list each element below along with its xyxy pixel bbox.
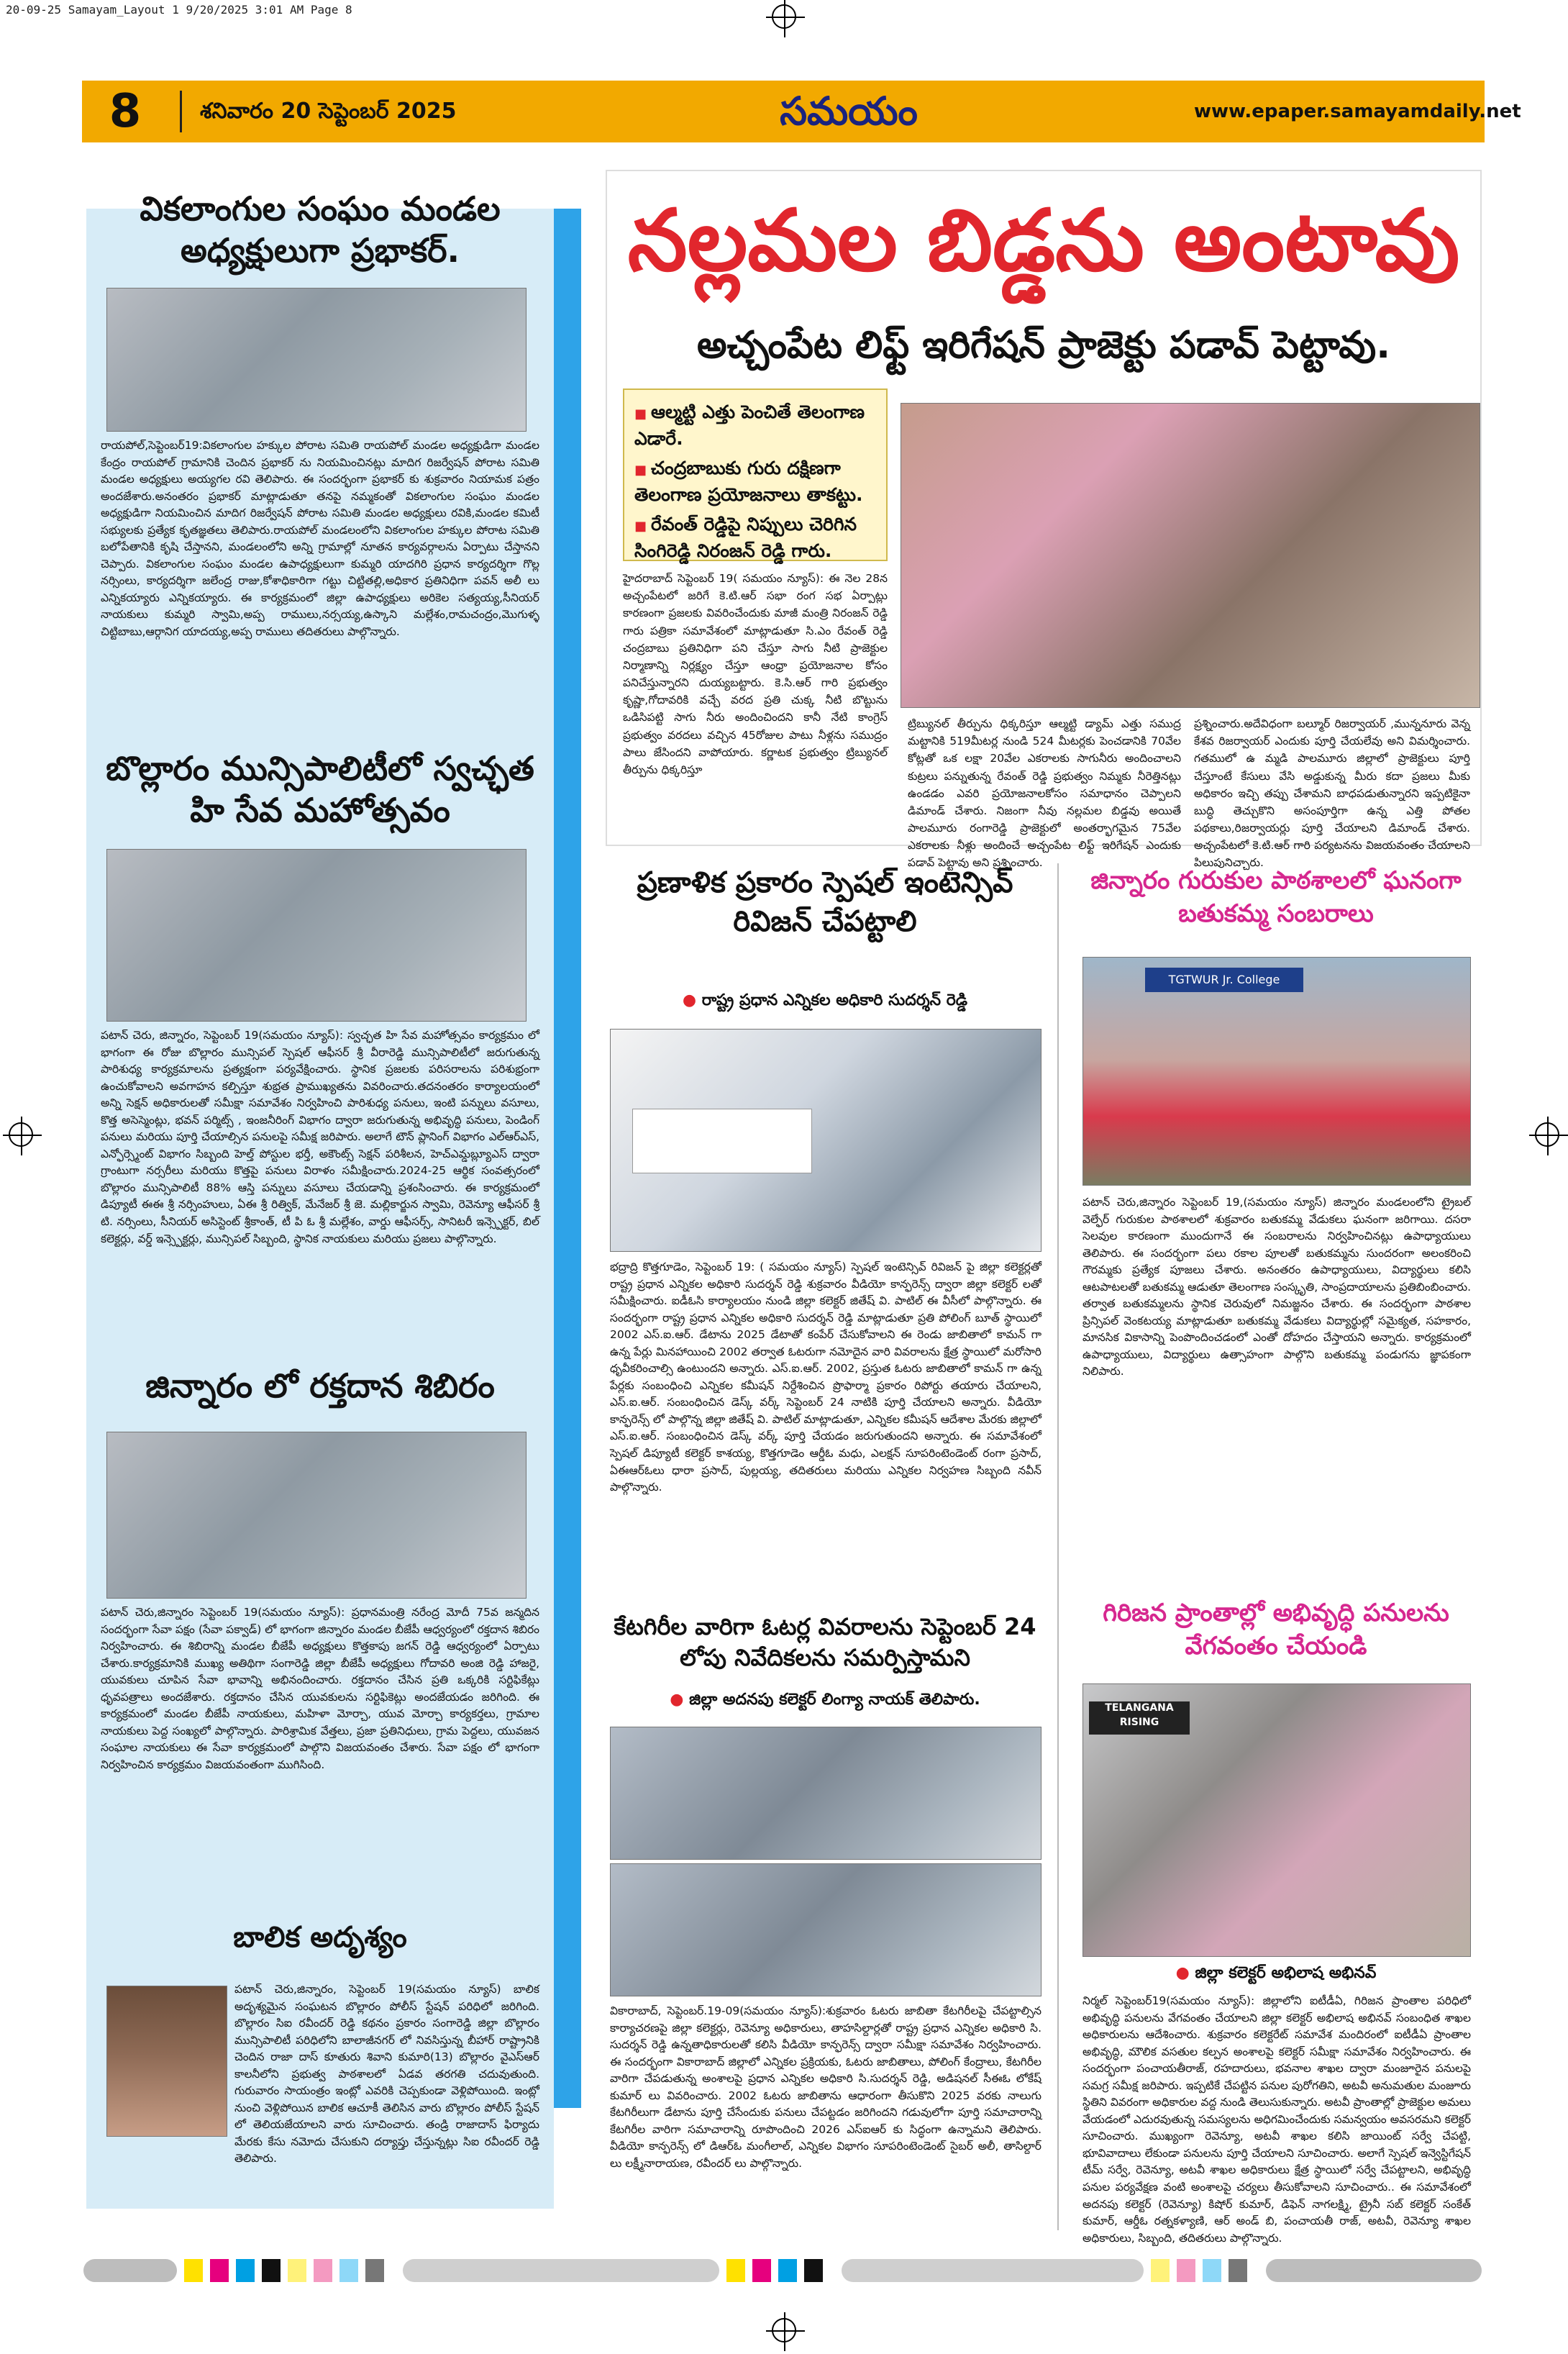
print-color-patch-light-yellow	[1151, 2259, 1170, 2282]
article-headline: జిన్నారం గురుకుల పాఠశాలలో ఘనంగా బతుకమ్మ సంబరాలు	[1090, 866, 1462, 928]
print-color-patch-gray	[365, 2259, 384, 2282]
print-slug: 20-09-25 Samayam_Layout 1 9/20/2025 3:01 AM Page 8	[6, 3, 352, 17]
article-body: పటాన్ చెరు, జిన్నారం, సెప్టెంబర్ 19(సమయం న్యూస్): స్వచ్ఛత హి సేవ మహోత్సవం కార్యక్రమం లో భాగంగా ఈ రోజు బొల్లారం మున్సిపల్ స్పెషల్ ఆఫీసర్ శ్రీ వీరారెడ్డి మున్సిపాలిటీలో జరుగుతున్న పారిశుధ్య కార్యక్రమాలను ప్రత్యక్షంగా పర్యవేక్షించారు. స్థానిక ప్రజలకు పరిసరాలను పరిశుభ్రంగా ఉంచుకోవాలని అవగాహన కల్పిస్తూ శుభ్రత ప్రాముఖ్యతను వివరించారు.తదనంతరం కార్యాలయంలో అన్ని సెక్షన్ అధికారులతో సమీక్షా సమావేశం నిర్వహించి పారిశుధ్య పనులు, ఇంటి పన్నులు వసూలు, కొత్త అసెస్మెంట్లు, భవన్ పర్మిట్స్ , ఇంజనీరింగ్ విభాగం ద్వారా జరుగుతున్న అభివృద్ధి పనులు, పెండింగ్ పనులు మరియు పూర్తి చేయాల్సిన పనులపై సమీక్ష జరిపారు. అలాగే టౌన్ ప్లానింగ్ విభాగం ఎల్ఆర్ఎస్, ఎన్ఫోర్స్మెంట్ విభాగం సిబ్బంది హెల్త్ పోస్టుల భర్తీ, అకౌంట్స్ సెక్షన్ పరిశీలన, హెచ్ఎమ్డబ్ల్యూఎస్ ద్వారా గ్రాంటుగా నర్సరీలు మరియు కొత్తపై పనులు విరాళం సమీక్షించారు.2024-25 ఆర్థిక సంవత్సరంలో బొల్లారం మున్సిపాలిటీ 88% ఆస్తి పన్నులు వసూలు చేయడాన్ని ప్రశంసించారు. ఈ కార్యక్రమంలో డిప్యూటీ ఈఈ శ్రీ నర్సింహులు, ఏఈ శ్రీ రిత్విక్, మేనేజర్ శ్రీ జె. మల్లికార్జున స్వామి, రెవెన్యూ ఆఫీసర్ శ్రీ టి. నర్సింలు, సీనియర్ అసిస్టెంట్ శ్రీకాంత్, టీ పి ఓ శ్రీ మల్లేశం, వార్డు ఆఫీసర్స్, సానిటరీ ఇన్స్పెక్టర్, బిల్ కలెక్టర్లు, వర్డ్ ఇన్స్పెక్టర్లు, మున్సిపల్ సిబ్బంది, స్థానిక నాయకులు మరియు ప్రజలు పాల్గొన్నారు.	[101, 1029, 539, 1245]
article-byline-text: జిల్లా కలెక్టర్ అభిలాష అభినవ్	[1195, 1964, 1377, 1982]
print-color-bar-gray-wide	[403, 2259, 719, 2282]
print-color-patch-black	[262, 2259, 281, 2282]
top-story-subheadline: అచ్చంపేట లిఫ్ట్ ఇరిగేషన్ ప్రాజెక్టు పడావ్ పెట్టావు.	[697, 324, 1390, 367]
print-color-bar-gray	[83, 2259, 177, 2282]
left-column-accent-bar	[554, 209, 581, 2108]
website-link[interactable]: www.epaper.samayamdaily.net	[1194, 101, 1521, 122]
print-color-patch-light-cyan	[339, 2259, 358, 2282]
top-story-column-1: హైదరాబాద్ సెప్టెంబర్ 19( సమయం న్యూస్): ఈ నెల 28న అచ్చంపేటలో జరిగే కె.టి.ఆర్ సభా రంగ సభ ఏర్పాట్లు కారణంగా ప్రజలకు వివరించేందుకు మాజీ మంత్రి నిరంజన్ రెడ్డి గారు పత్రికా సమావేశంలో మాట్లాడుతూ సి.ఎం రేవంత్ రెడ్డి చంద్రబాబు ప్రతినిధిగా పని చేస్తూ సాగు నీటి ప్రాజెక్టుల నిర్మాణాన్ని నిర్లక్ష్యం చేస్తూ ఆంధ్రా ప్రయోజనాల కోసం పనిచేస్తున్నారని దుయ్యబట్టారు. కె.సి.ఆర్ గారి ప్రభుత్వం కృష్ణా,గోదావరికి వచ్చే వరద ప్రతి చుక్క నీటి బొట్టును ఒడిసిపట్టి సాగు నీరు అందించిందని కానీ నేటి కాంగ్రెస్ ప్రభుత్వం వరదలు వచ్చిన 45రోజుల పాటు నీళ్లను సముద్రం పాలు జేసిందని వాపోయారు. కర్ణాటక ప్రభుత్వం ట్రిబ్యునల్ తీర్పును ధిక్కరిస్తూ	[623, 572, 888, 776]
collector-review-meeting-photo	[1082, 1683, 1471, 1957]
officials-meeting-photo	[610, 1863, 1041, 1996]
print-color-patch-yellow	[726, 2259, 745, 2282]
article-headline: గిరిజన ప్రాంతాల్లో అభివృద్ధి పనులను వేగవంతం చేయండి	[1103, 1599, 1449, 1660]
telangana-rising-backdrop: TELANGANA RISING	[1089, 1701, 1190, 1735]
registration-mark-top	[772, 4, 796, 29]
registration-mark-left	[9, 1122, 33, 1147]
article-headline: బాలిక అదృశ్యం	[233, 1921, 407, 1954]
bathukamma-celebration-photo	[1082, 957, 1471, 1186]
college-sign: TGTWUR Jr. College	[1145, 968, 1303, 992]
article-body: రాయపోల్,సెప్టెంబర్19:వికలాంగుల హక్కుల పోరాట సమితి రాయపోల్ మండల అధ్యక్షుడిగా మండల కేంద్రం రాయపోల్ గ్రామానికి చెందిన ప్రభాకర్ ను నియమించినట్లు మాదిగ రిజర్వేషన్ పోరాట సమితి మండల అధ్యక్షులు అయ్యగల రవి తెలిపారు. ఈ సందర్భంగా ప్రభాకర్ కు శుక్రవారం నియామక పత్రం అందజేశారు.అనంతరం ప్రభాకర్ మాట్లాడుతూ తనపై నమ్మకంతో వికలాంగుల సంఘం మండల అధ్యక్షుడిగా నియమించిన మాదిగ రిజర్వేషన్ పోరాట సమితి మండల అధ్యక్షులు రవికి,మండల కమిటీ సభ్యులకు ప్రత్యేక కృతజ్ఞతలు తెలిపారు.రాయపోల్ మండలంలోని వికలాంగుల హక్కుల పోరాట సమితి బలోపేతానికి కృషి చేస్తానని, మండలంలోని అన్ని గ్రామాల్లో నూతన కార్యవర్గాలను ఏర్పాటు చేస్తానని చెప్పారు. వికలాంగుల సంఘం మండల ఉపాధ్యక్షులుగా కుమ్మరి యాదగిరి ప్రధాన కార్యదర్శిగా గొల్ల నర్సింలు, కార్యదర్శిగా జలేంద్ర రాజు,కోశాధికారిగా గట్టు చిట్టితల్లి,అధికార ప్రతినిధిగా పవన్ అలీ లు ఎన్నికయ్యారు ఎన్నికయ్యారు. ఈ కార్యక్రమంలో జిల్లా ఉపాధ్యక్షులు అరికెల సత్యయ్య,సీనియర్ నాయకులు కుమ్మరి స్వామి,అప్ప రాములు,నర్సయ్య,ఉస్కాని మల్లేశం,రామచంద్రం,మొగుళ్ళ చిట్టిబాబు,ఆర్గానిగ యాదయ్య,అప్ప రాములు తదితరులు పాల్గొన్నారు.	[101, 439, 539, 639]
registration-mark-bottom	[772, 2318, 796, 2342]
article-headline: కేటగిరీల వారిగా ఓటర్ల వివరాలను సెప్టెంబర్ 24 లోపు నివేదికలను సమర్పిస్తామని	[614, 1613, 1036, 1672]
article-body: పటాన్ చెరు,జిన్నారం సెప్టెంబర్ 19(సమయం న్యూస్): ప్రధానమంత్రి నరేంద్ర మోదీ 75వ జన్మదిన సందర్భంగా సేవా పక్షం (సేవా పక్వాడ్) లో భాగంగా జిన్నారం మండల బీజేపీ ఆధ్వర్యంలో రక్తదాన శిబిరం నిర్వహించారు. ఈ శిబిరాన్ని మండల బీజేపీ అధ్యక్షులు కొత్తకాపు జగన్ రెడ్డి ఆధ్వర్యంలో ఏర్పాటు చేశారు.కార్యక్రమానికి ముఖ్య అతిథిగా సంగారెడ్డి జిల్లా బీజేపీ అధ్యక్షులు గోదావరి అంజి రెడ్డి హాజరై, యువకులు చూపిన సేవా భావాన్ని అభినందించారు. రక్తదానం చేసిన ప్రతి ఒక్కరికి సర్టిఫికేట్లు ధృవపత్రాలు అందజేశారు. రక్తదానం చేసిన యువకులను సర్టిఫికెట్లు అందజేయడం జరిగింది. ఈ కార్యక్రమంలో మండల బీజేపీ నాయకులు, మహిళా మోర్చా, యువ మోర్చా కార్యకర్తలు, గ్రామాల నాయకులు పెద్ద సంఖ్యలో పాల్గొన్నారు. పారిశ్రామిక వేత్తలు, ప్రజా ప్రతినిధులు, గ్రామ పెద్దలు, యువజన సంఘాల నాయకులు ఈ సేవా కార్యక్రమంలో పాల్గొని విజయవంతం చేశారు. సేవా పక్షం లో భాగంగా నిర్వహించిన కార్యక్రమం విజయవంతంగా ముగిసింది.	[101, 1606, 539, 1771]
print-color-patch-cyan	[236, 2259, 255, 2282]
top-story-column-3: ప్రశ్నించారు.అదేవిధంగా బల్మూర్ రిజర్వాయర్ ,మున్ననూరు వెన్న కేశవ రిజర్వాయర్ ఎందుకు పూర్తి చేయలేవు అని విమర్శించారు. గతములో ఉ మ్మడి పాలమూరు జిల్లాలో ప్రాజెక్టులు పూర్తి చేస్తూంటే కేసులు వేసి అడ్డుకున్న మీరు కదా ప్రజలు మీకు అధికారం ఇచ్చి తప్పు చేశామని బాధపడుతున్నారని ఇప్పటికైనా బుద్ధి తెచ్చుకొని అసంపూర్తిగా ఉన్న ఎత్తి పోతల పథకాలు,రిజర్వాయర్లు పూర్తి చేయాలని డిమాండ్ చేశారు. అచ్చంపేటలో కె.టి.ఆర్ గారి పర్యటనను విజయవంతం చేయాలని పిలుపునిచ్చారు.	[1194, 717, 1470, 870]
print-color-bar-gray	[1266, 2259, 1482, 2282]
missing-girl-photo	[106, 1986, 227, 2137]
article-headline: జిన్నారం లో రక్తదాన శిబిరం	[145, 1366, 495, 1405]
article-body-upper: పటాన్ చెరు,జిన్నారం, సెప్టెంబర్ 19(సమయం న్యూస్) బాలిక అదృశ్యమైన సంఘటన బొల్లారం పోలీస్ స్టేషన్ పరిధిలో జరిగింది. బొల్లారం సిఐ రవీందర్ రెడ్డి కథనం ప్రకారం సంగారెడ్డి జిల్లా బొల్లారం మున్సిపాలిటీ పరిధిలోని బాలాజీనగర్ లో నివసిస్తున్న బీహార్ రాష్ట్రానికి చెందిన రాజా దాస్ కూతురు శివాని కుమారి(13) బొల్లారం వైఎస్ఆర్ కాలనీలోని ప్రభుత్వ పాఠశాలలో ఏడవ తరగతి చదువుతుంది. గురువారం సాయంత్రం ఇంట్లో ఎవరికి చెప్పకుండా వెళ్లిపోయింది. ఇంట్లో నుంచి వెళ్లిపోయిన బాలిక ఆచూకీ తెలిసిన వారు బొల్లారం పోలీస్ స్టేషన్ లో తెలియజేయాలని వారు సూచించారు. తండ్రి రాజాదాస్ ఫిర్యాదు మేరకు కేసు నమోదు చేసుకుని దర్యాప్తు చేస్తున్నట్లు సిఐ రవీందర్ రెడ్డి తెలిపారు.	[234, 1983, 539, 2166]
highlight-quotes-box	[623, 388, 888, 561]
quote-item: ■ చంద్రబాబుకు గురు దక్షిణగా తెలంగాణ ప్రయోజనాలు తాకట్టు.	[634, 455, 876, 508]
print-color-patch-gray	[1229, 2259, 1247, 2282]
article-body: వికారాబాద్, సెప్టెంబర్.19-09(సమయం న్యూస్):శుక్రవారం ఓటరు జాబితా కేటగిరీలపై చేపట్టాల్సిన కార్యాచరణపై జిల్లా కలెక్టర్లు, రెవెన్యూ అధికారులు, తాహసిల్దార్లతో రాష్ట్ర ప్రధాన ఎన్నికల అధికారి సి. సుదర్శన్ రెడ్డి ఉన్నతాధికారులతో కలిసి వీడియో కాన్ఫరెన్స్ ద్వారా సమీక్షా సమావేశం నిర్వహించారు. ఈ సందర్భంగా వికారాబాద్ జిల్లాలో ఎన్నికల ప్రక్రియకు, ఓటరు జాబితాలు, పోలింగ్ కేంద్రాలు, కేటగిరీల వారిగా చేపడుతున్న అంశాలపై ప్రధాన ఎన్నికల అధికారి సి.సుదర్శన్ రెడ్డి, అడిషనల్ సీఈఓ లోకేష్ కుమార్ లు వివరించారు. 2002 ఓటరు జాబితాను ఆధారంగా తీసుకొని 2025 వరకు నాలుగు కేటగిరీలుగా డేటాను పూర్తి చేసేందుకు పనులు చేపట్టడం జరిగిందని గడువులోగా పూర్తి సమాచారాన్ని కేటగిరీల వారిగా సమాచారాన్ని రూపొందించి 2026 ఎస్ఐఆర్ కు సిద్ధంగా ఉన్నామని తెలిపారు. వీడియో కాన్ఫరెన్స్ లో డిఆర్ఓ మంగీలాల్, ఎన్నికల విభాగం సూపరింటెండెంట్ సైబర్ అలీ, తాసిల్దార్ లు లక్ష్మీనారాయణ, రవీందర్ లు పాల్గొన్నారు.	[610, 2004, 1041, 2170]
article-headline: ప్రణాళిక ప్రకారం స్పెషల్ ఇంటెన్సివ్ రివిజన్ చేపట్టాలి	[637, 866, 1013, 938]
print-color-patch-magenta	[210, 2259, 229, 2282]
article-photo-handover	[106, 288, 527, 432]
article-byline: ● జిల్లా కలెక్టర్ అభిలాష అభినవ్	[1175, 1964, 1377, 1982]
top-story-headline: నల్లమల బిడ్డను అంటావు	[627, 191, 1460, 290]
article-body: నిర్మల్ సెప్టెంబర్19(సమయం న్యూస్): జిల్లాలోని ఐటీడీఏ, గిరిజన ప్రాంతాల పరిధిలో అభివృద్ధి పనులను వేగవంతం చేయాలని జిల్లా కలెక్టర్ అభిలాష అభినవ్ సంబంధిత శాఖల అధికారులను ఆదేశించారు. శుక్రవారం కలెక్టరేట్ సమావేశ మందిరంలో ఐటీడీఏ ప్రాంతాల అభివృద్ధి, మౌలిక వసతుల కల్పన అంశాలపై కలెక్టర్ సమీక్షా సమావేశం నిర్వహించారు. ఈ సందర్భంగా పంచాయతీరాజ్, రహదారులు, భవనాల శాఖల ద్వారా మంజూరైన పనులపై సమగ్ర సమీక్ష జరిపారు. ఇప్పటికే చేపట్టిన పనుల పురోగతిని, అటవీ అనుమతుల మంజూరు స్థితిని వివరంగా అధికారుల వద్ద నుండి తెలుసుకున్నారు. అటవీ ప్రాంతాల్లో ప్రాజెక్టుల అమలు వేయడంలో ఎదురవుతున్న సమస్యలను అధిగమించేందుకు సమన్వయం అవసరమని కలెక్టర్ సూచించారు. ముఖ్యంగా రెవెన్యూ, అటవీ శాఖల కలిసి జాయింట్ సర్వే చేపట్టి, భూవివాదాలు లేకుండా పనులను పూర్తి చేయాలని సూచించారు. అలాగే స్పెషల్ ఇన్వెస్టిగేషన్ టీమ్ సర్వే, రెవెన్యూ, అటవీ శాఖల అధికారులు క్షేత్ర స్థాయిలో సర్వే చేపట్టాలని, అభివృద్ధి పనుల పర్యవేక్షణ వంటి అంశాలపై చర్యలు తీసుకోవాలని సూచించారు.. ఈ సమావేశంలో అదనపు కలెక్టర్ (రెవెన్యూ) కిషోర్ కుమార్, డిఫెన్ నాగలక్ష్మి, ట్రైనీ సబ్ కలెక్టర్ సంకేత్ కుమార్, ఆర్డీఓ రత్నకళ్యాణి, ఆర్ అండ్ బి, పంచాయతీ రాజ్, అటవీ, రెవెన్యూ శాఖల అధికారులు, సిబ్బంది, తదితరులు పాల్గొన్నారు.	[1082, 1994, 1471, 2245]
print-color-patch-pink	[314, 2259, 332, 2282]
column-separator	[1057, 863, 1059, 2230]
print-color-patch-light-cyan	[1203, 2259, 1221, 2282]
top-story-group-photo	[901, 403, 1480, 708]
print-color-bar-gray-wide	[842, 2259, 1144, 2282]
article-body: భద్రాద్రి కొత్తగూడెం, సెప్టెంబర్ 19: ( సమయం న్యూస్) స్పెషల్ ఇంటెన్సివ్ రివిజన్ పై జిల్లా కలెక్టర్లతో రాష్ట్ర ప్రధాన ఎన్నికల అధికారి సుదర్శన్ రెడ్డి శుక్రవారం వీడియో కాన్ఫరెన్స్ ద్వారా జిల్లా కలెక్టర్ లతో సమీక్షించారు. ఐడీఓసి కార్యాలయం నుండి జిల్లా కలెక్టర్ జితేష్ వి. పాటిల్ ఈ వీసీలో పాల్గొన్నారు. ఈ సందర్భంగా రాష్ట్ర ప్రధాన ఎన్నికల అధికారి సుదర్శన్ రెడ్డి మాట్లాడుతూ ప్రతి పోలింగ్ బూత్ స్థాయిలో 2002 ఎస్.ఐ.ఆర్. డేటాను 2025 డేటాతో కంపేర్ చేసుకోవాలని ఈ రెండు జాబితాలో కామన్ గా ఉన్న పేర్లు మినహాయించి 2002 తర్వాత ఓటరుగా నమోదైన వారి వివరాలను క్షేత్ర స్థాయిలో మరోసారి ధృవీకరించాల్సి ఉంటుందని అన్నారు. ఎస్.ఐ.ఆర్. 2002, ప్రస్తుత ఓటరు జాబితాలో కామన్ గా ఉన్న పేర్లకు సంబంధించి ఎన్నికల కమీషన్ నిర్దేశించిన ప్రొఫార్మా ప్రకారం రిపోర్టు తయారు చేయాలని, ఎస్.ఐ.ఆర్. సంబంధించిన డెస్క్ వర్క్ సెప్టెంబర్ 24 నాటికి పూర్తి చేయాలని అన్నారు. వీడియో కాన్ఫరెన్స్ లో పాల్గొన్న జిల్లా జితేష్ వి. పాటిల్ మాట్లాడుతూ, ఎన్నికల కమీషన్ ఆదేశాల మేరకు జిల్లాలో ఎస్.ఐ.ఆర్. సంబంధించిన డెస్క్ వర్క్ పూర్తి చేయడం జరుగుతుందని అన్నారు. ఈ సమావేశంలో స్పెషల్ డిప్యూటీ కలెక్టర్ కాశయ్య, కొత్తగూడెం ఆర్డీఓ మధు, ఎలక్షన్ సూపరింటెండెంట్ రంగా ప్రసాద్, ఏఈఆర్ఓలు ధారా ప్రసాద్, పుల్లయ్య, తదితరులు మరియు ఎన్నికల నిర్వహణ సిబ్బంది నవీన్ పాల్గొన్నారు.	[610, 1260, 1041, 1494]
article-photo-blood-donation	[106, 1432, 527, 1599]
article-headline: వికలాంగుల సంఘం మండల అధ్యక్షులుగా ప్రభాకర్.	[140, 189, 501, 270]
registration-mark-right	[1535, 1122, 1559, 1147]
print-color-patch-cyan	[778, 2259, 797, 2282]
quote-item: ■ రేవంత్ రెడ్డిపై నిప్పులు చెరిగిన సింగిరెడ్డి నిరంజన్ రెడ్డి గారు.	[634, 511, 876, 564]
video-conference-screen-photo	[610, 1727, 1041, 1860]
video-conference-photo	[610, 1029, 1041, 1252]
page-number: 8	[109, 85, 142, 138]
article-byline: ● జిల్లా అదనపు కలెక్టర్ లింగ్యా నాయక్ తెలిపారు.	[670, 1691, 980, 1709]
masthead-divider	[180, 91, 182, 132]
article-byline-text: రాష్ట్ర ప్రధాన ఎన్నికల అధికారి సుదర్శన్ రెడ్డి	[701, 991, 968, 1009]
print-color-patch-light-yellow	[288, 2259, 306, 2282]
article-photo-meeting	[106, 849, 527, 1022]
article-headline: బొల్లారం మున్సిపాలిటీలో స్వచ్ఛత హి సేవ మహోత్సవం	[106, 749, 534, 830]
quote-item: ■ ఆల్మట్టి ఎత్తు పెంచితే తెలంగాణ ఎడారే.	[634, 399, 876, 452]
top-story-column-2: ట్రిబ్యునల్ తీర్పును ధిక్కరిస్తూ ఆల్మట్టి డ్యామ్ ఎత్తు సముద్ర మట్టానికి 519మీటర్ల నుండి 524 మీటర్లకు పెంచడానికి 70వేల కోట్లతో ఒక లక్షా 20వేల ఎకరాలకు సాగునీరు అందించాలని కుట్రలు పన్నుతున్న రేవంత్ రెడ్డి ప్రభుత్వం నిమ్మకు నీరెత్తినట్లు ఉండడం ఎవరి ప్రయోజనాలకోసం సమాధానం చెప్పాలని డిమాండ్ చేశారు. నిజంగా నీవు నల్లమల బిడ్డవు అయితే పాలమూరు రంగారెడ్డి ప్రాజెక్టులో అంతర్భాగమైన 75వేల ఎకరాలకు నీళ్లు అందించే అచ్చంపేట లిఫ్ట్ ఇరిగేషన్ ఎందుకు పడావ్ పెట్టావు అని ప్రశ్నించారు.	[908, 717, 1181, 870]
article-body: పటాన్ చెరు,జిన్నారం సెప్టెంబర్ 19,(సమయం న్యూస్) జిన్నారం మండలంలోని ట్రైబల్ వెల్ఫేర్ గురుకుల పాఠశాలలో శుక్రవారం బతుకమ్మ వేడుకలు ఘనంగా జరిగాయి. దసరా సెలవుల కారణంగా ముందుగానే ఈ సంబరాలను నిర్వహించినట్లు ఉపాధ్యాయులు తెలిపారు. ఈ సందర్భంగా పలు రకాల పూలతో బతుకమ్మను సుందరంగా అలంకరించి గౌరమ్మకు ప్రత్యేక పూజలు చేశారు. అనంతరం ఉపాధ్యాయులు, విద్యార్థులు కలిసి ఆటపాటలతో బతుకమ్మ ఆడుతూ తెలంగాణ సంస్కృతి, సాంప్రదాయాలను ప్రతిబింబించారు. తర్వాత బతుకమ్మలను స్థానిక చెరువులో నిమజ్జనం చేశారు. ఈ సందర్భంగా పాఠశాల ప్రిన్సిపల్ వెంకటయ్య మాట్లాడుతూ బతుకమ్మ వేడుకలు విద్యార్థుల్లో సమైక్యత, సహకారం, మానసిక వికాసాన్ని పెంపొందించడంలో ఎంతో దోహదం చేస్తాయని అన్నారు. కార్యక్రమంలో ఉపాధ్యాయులు, విద్యార్థులు ఉత్సాహంగా పాల్గొని బతుకమ్మ పండుగను జ్ఞాపకంగా నిలిపారు.	[1082, 1196, 1471, 1378]
article-byline-text: జిల్లా అదనపు కలెక్టర్ లింగ్యా నాయక్ తెలిపారు.	[689, 1691, 980, 1709]
chief-electoral-officer-banner	[632, 1109, 812, 1173]
print-color-patch-black	[804, 2259, 823, 2282]
print-color-patch-magenta	[752, 2259, 771, 2282]
article-byline: ● రాష్ట్ర ప్రధాన ఎన్నికల అధికారి సుదర్శన్ రెడ్డి	[682, 991, 968, 1009]
print-color-patch-pink	[1177, 2259, 1195, 2282]
print-color-patch-yellow	[184, 2259, 203, 2282]
newspaper-logo: సమయం	[780, 88, 918, 134]
masthead-date: శనివారం 20 సెప్టెంబర్ 2025	[200, 99, 457, 124]
